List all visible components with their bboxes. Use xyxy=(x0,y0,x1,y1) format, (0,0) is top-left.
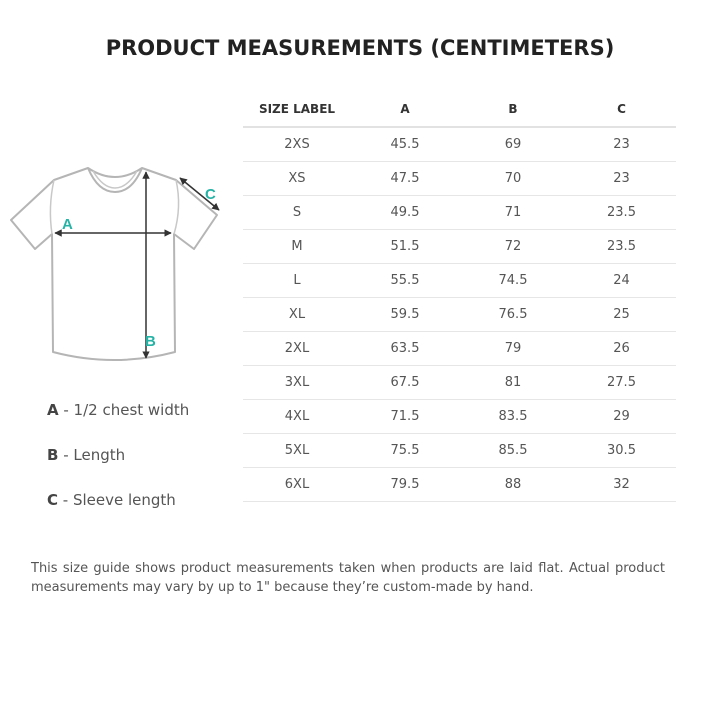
b-cell: 71 xyxy=(459,196,567,230)
page-title: PRODUCT MEASUREMENTS (CENTIMETERS) xyxy=(105,36,615,60)
b-cell: 85.5 xyxy=(459,434,567,468)
b-cell: 83.5 xyxy=(459,400,567,434)
table-row xyxy=(243,127,676,162)
tshirt-outline xyxy=(11,168,217,360)
diagram-label-b: B xyxy=(145,333,156,350)
legend-item-c xyxy=(47,491,176,509)
table-row xyxy=(243,230,676,264)
table-row xyxy=(243,162,676,196)
legend-text: - Length xyxy=(58,446,126,464)
b-cell: 79 xyxy=(459,332,567,366)
a-cell: 63.5 xyxy=(351,332,459,366)
diagram-label-a: A xyxy=(62,216,73,233)
b-cell: 76.5 xyxy=(459,298,567,332)
legend-key: B xyxy=(47,446,59,464)
c-cell: 25 xyxy=(567,298,676,332)
b-cell: 74.5 xyxy=(459,264,567,298)
c-cell: 30.5 xyxy=(567,434,676,468)
c-cell: 29 xyxy=(567,400,676,434)
a-cell: 55.5 xyxy=(351,264,459,298)
diagram-label-c: C xyxy=(205,186,216,203)
size-label-cell: 2XL xyxy=(243,332,351,366)
a-cell: 75.5 xyxy=(351,434,459,468)
legend-item-a xyxy=(47,401,189,419)
c-cell: 23 xyxy=(567,127,676,162)
b-cell: 81 xyxy=(459,366,567,400)
size-label-cell: 2XS xyxy=(243,127,351,162)
a-cell: 67.5 xyxy=(351,366,459,400)
a-cell: 71.5 xyxy=(351,400,459,434)
legend-key: A xyxy=(47,401,59,419)
size-label-cell: 4XL xyxy=(243,400,351,434)
a-cell: 45.5 xyxy=(351,127,459,162)
c-cell: 23 xyxy=(567,162,676,196)
size-label-cell: M xyxy=(243,230,351,264)
table-row xyxy=(243,434,676,468)
column-header-size-label: SIZE LABEL xyxy=(243,92,351,127)
table-row xyxy=(243,366,676,400)
b-cell: 72 xyxy=(459,230,567,264)
c-cell: 24 xyxy=(567,264,676,298)
size-table xyxy=(243,92,676,502)
table-row xyxy=(243,264,676,298)
legend-text: - Sleeve length xyxy=(58,491,176,509)
size-label-cell: 5XL xyxy=(243,434,351,468)
column-header-a: A xyxy=(351,92,459,127)
table-header-row xyxy=(243,92,676,127)
c-cell: 23.5 xyxy=(567,196,676,230)
column-header-c: C xyxy=(567,92,676,127)
size-label-cell: S xyxy=(243,196,351,230)
b-cell: 88 xyxy=(459,468,567,502)
c-cell: 26 xyxy=(567,332,676,366)
a-cell: 47.5 xyxy=(351,162,459,196)
a-cell: 49.5 xyxy=(351,196,459,230)
table-row xyxy=(243,196,676,230)
size-label-cell: XS xyxy=(243,162,351,196)
table-row xyxy=(243,332,676,366)
table-body xyxy=(243,127,676,502)
c-cell: 32 xyxy=(567,468,676,502)
b-cell: 70 xyxy=(459,162,567,196)
a-cell: 79.5 xyxy=(351,468,459,502)
legend-text: - 1/2 chest width xyxy=(58,401,190,419)
table-row xyxy=(243,400,676,434)
size-label-cell: 3XL xyxy=(243,366,351,400)
legend-key: C xyxy=(47,491,59,509)
size-guide-note: This size guide shows product measurements taken when products are laid flat. Actual product measurements may vary by up to 1" because they’re custom-made by hand. xyxy=(31,561,665,595)
size-label-cell: L xyxy=(243,264,351,298)
c-cell: 27.5 xyxy=(567,366,676,400)
b-cell: 69 xyxy=(459,127,567,162)
legend-item-b xyxy=(47,446,125,464)
a-cell: 51.5 xyxy=(351,230,459,264)
tshirt-diagram-icon xyxy=(8,162,223,372)
table-row xyxy=(243,468,676,502)
column-header-b: B xyxy=(459,92,567,127)
a-cell: 59.5 xyxy=(351,298,459,332)
size-label-cell: XL xyxy=(243,298,351,332)
table-row xyxy=(243,298,676,332)
size-label-cell: 6XL xyxy=(243,468,351,502)
c-cell: 23.5 xyxy=(567,230,676,264)
